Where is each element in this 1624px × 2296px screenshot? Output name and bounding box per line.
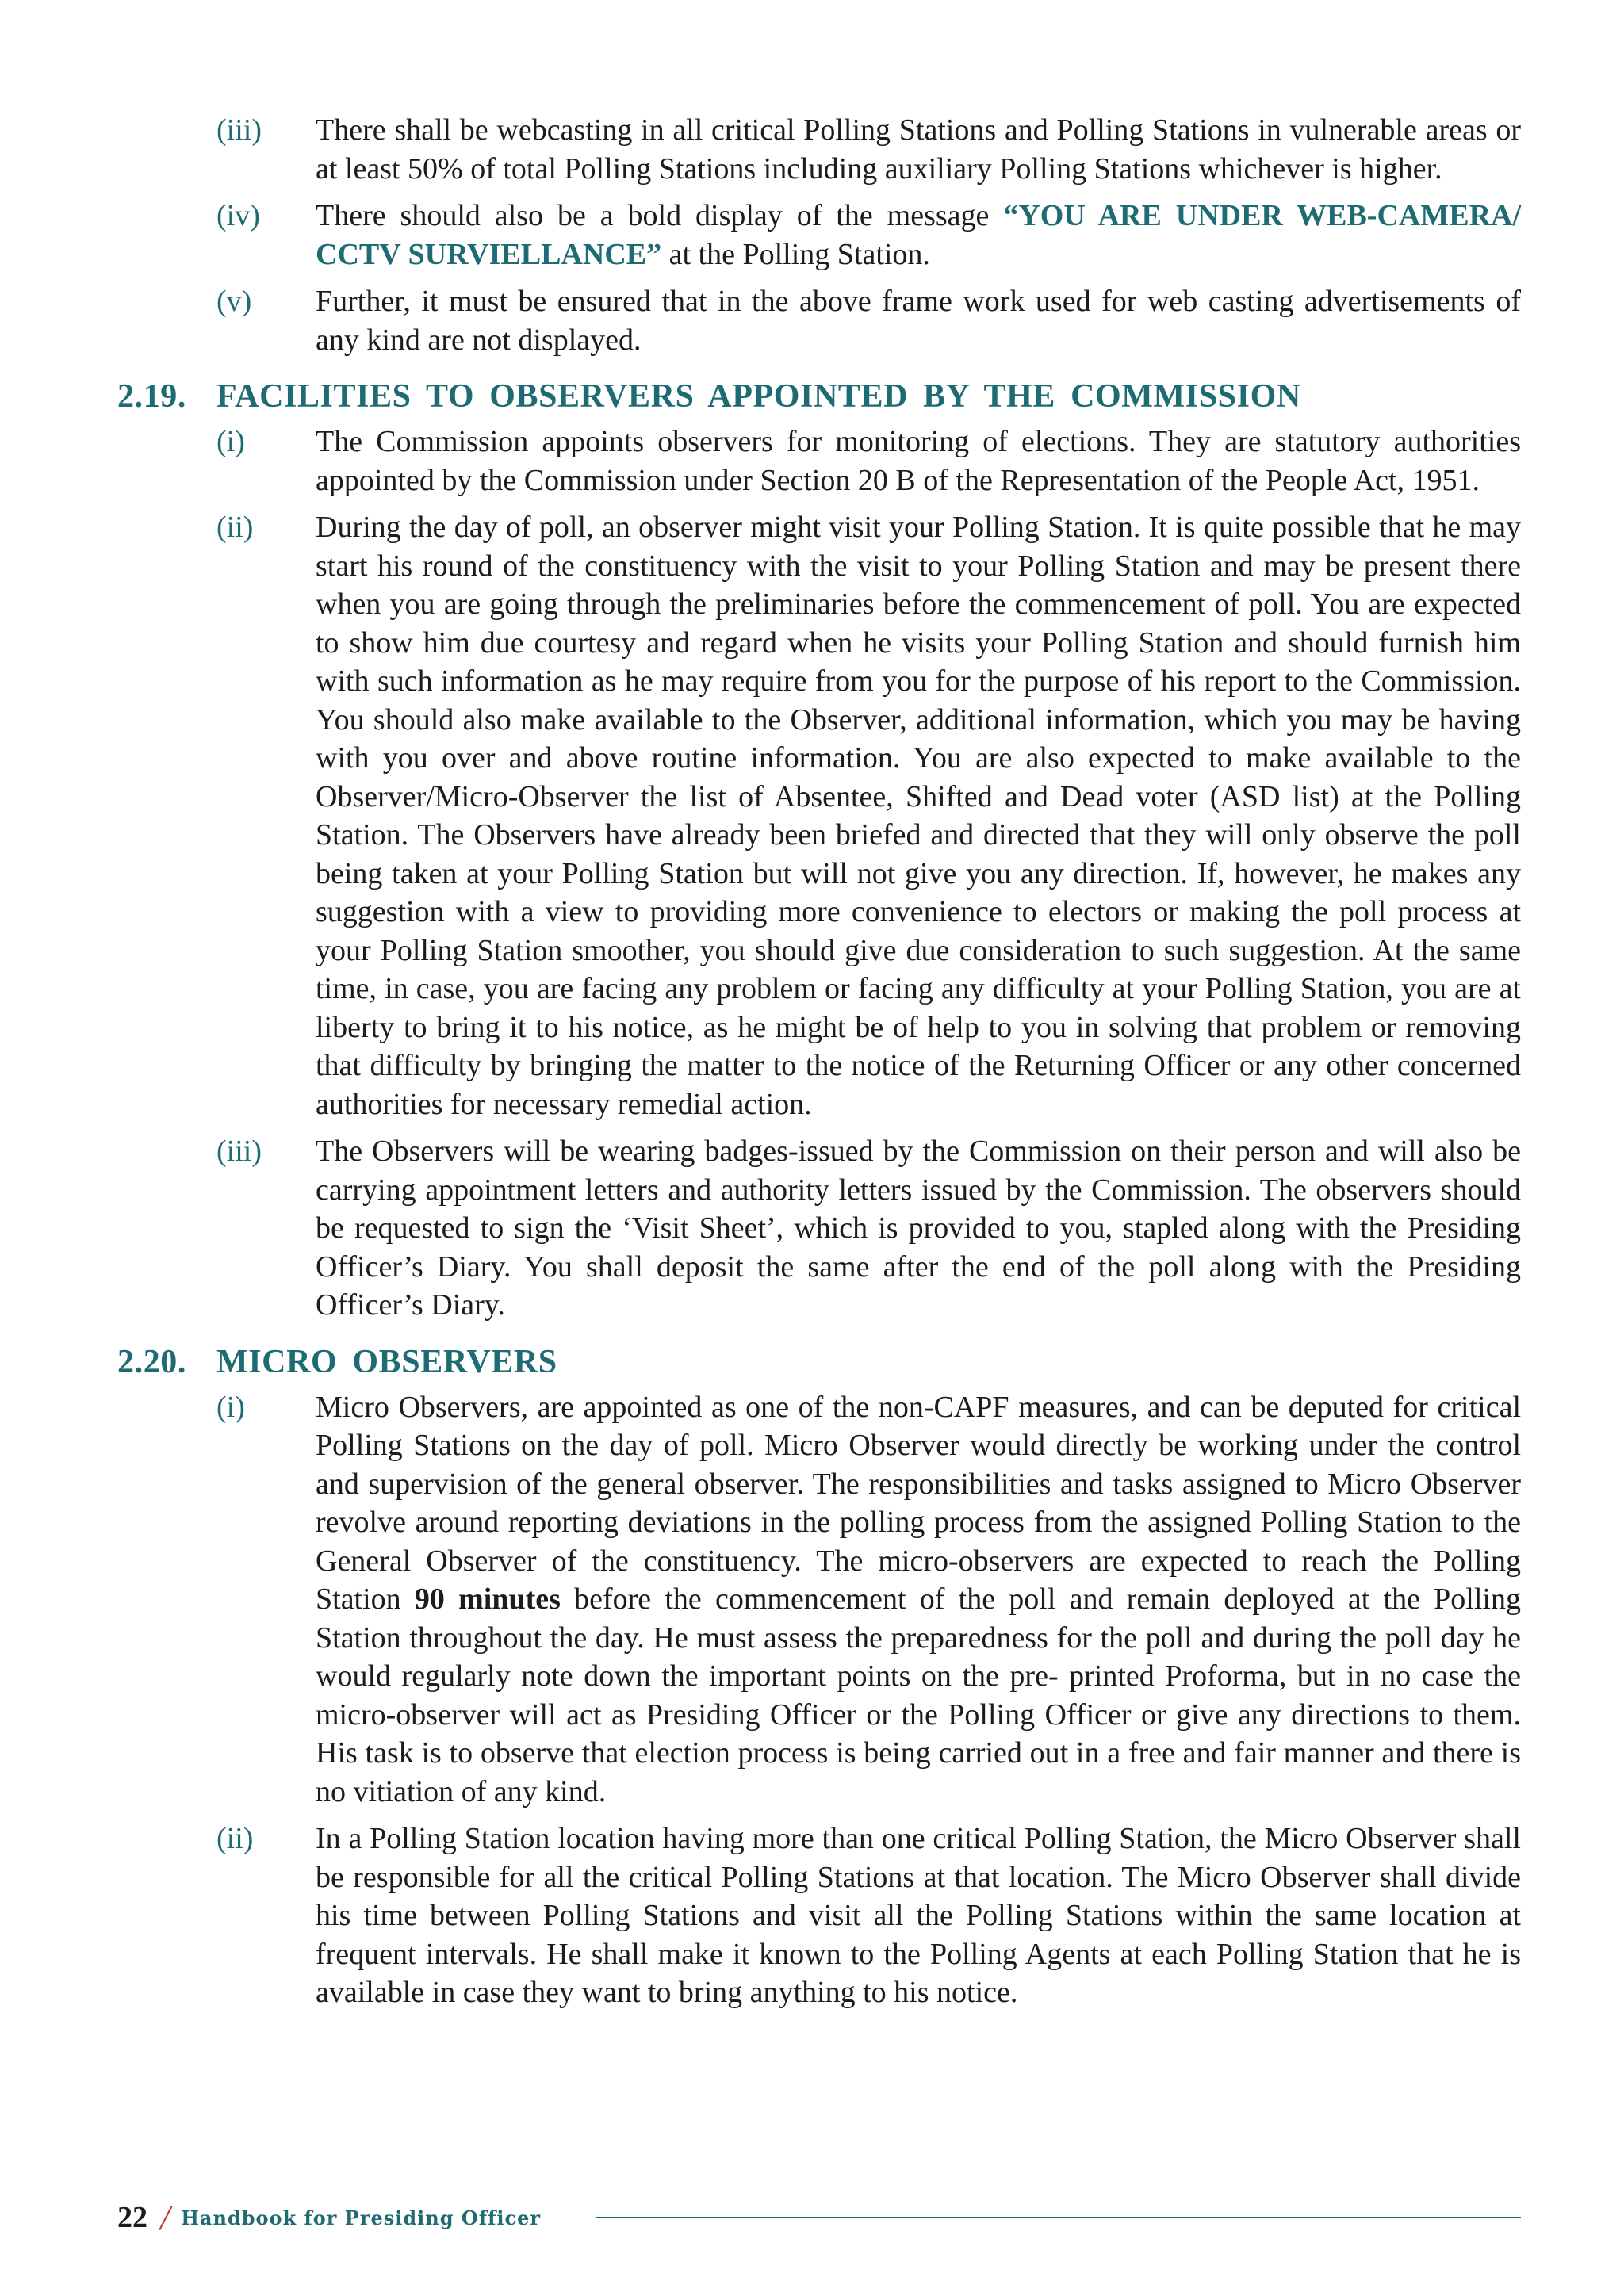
bold-text: 90 minutes	[414, 1582, 561, 1616]
item-text	[316, 1820, 1521, 2012]
section-heading-2-19	[117, 375, 1521, 418]
text-segment: The Commission appoints observers for monitoring of elections. They are statutory authorities appointed by the Commission under Section 20 B of the Representation of the People Act, 1951.	[316, 425, 1521, 497]
text-segment: Micro Observers, are appointed as one of the non-CAPF measures, and can be deputed for critical Polling Stations on the day of poll. Micro Observer would directly be working under the control and supervision of the general observer. The responsibilities and tasks assigned to Micro Observer revolve around reporting deviations in the polling process from the assigned Polling Station to the General Observer of the constituency. The micro-observers are expected to reach the Polling Station	[316, 1390, 1521, 1616]
footer-rule	[596, 2217, 1521, 2218]
micro-observers-list	[117, 1388, 1521, 2012]
text-segment: before the commencement of the poll and remain deployed at the Polling Station throughout the day. He must assess the preparedness for the poll and during the poll day he would regularly note down the important points on the pre- printed Proforma, but in no case the micro-observer will act as Presiding Officer or the Polling Officer or give any directions to them. His task is to observe that election process is being carried out in a free and fair manner and there is no vitiation of any kind.	[316, 1582, 1521, 1808]
item-text	[316, 197, 1521, 274]
list-item	[117, 423, 1521, 499]
item-text	[316, 111, 1521, 188]
list-item	[117, 111, 1521, 188]
section-number: 2.20.	[117, 1343, 186, 1380]
observers-list	[117, 423, 1521, 1325]
text-segment: There should also be a bold display of the message	[316, 199, 1004, 232]
footer-slash: /	[160, 2198, 170, 2237]
item-number: (i)	[216, 1390, 245, 1424]
list-item	[117, 282, 1521, 359]
section-number: 2.19.	[117, 378, 186, 415]
list-item	[117, 508, 1521, 1123]
item-number: (iv)	[216, 199, 260, 232]
text-segment: There shall be webcasting in all critical Polling Stations and Polling Stations in vulnerable areas or at least 50% of total Polling Stations including auxiliary Polling Stations whichever is higher.	[316, 113, 1521, 186]
list-item	[117, 1820, 1521, 2012]
text-segment: In a Polling Station location having more than one critical Polling Station, the Micro Observer shall be responsible for all the critical Polling Stations at that location. The Micro Observer shall divide his time between Polling Stations and visit all the Polling Stations within the same location at frequent intervals. He shall make it known to the Polling Agents at each Polling Station that he is available in case they want to bring anything to his notice.	[316, 1822, 1521, 2009]
text-segment: Further, it must be ensured that in the above frame work used for web casting advertisements of any kind are not displayed.	[316, 285, 1521, 357]
item-number: (i)	[216, 425, 245, 458]
footer-title: Handbook for Presiding Officer	[181, 2206, 542, 2229]
item-text	[316, 508, 1521, 1123]
text-segment: at the Polling Station.	[661, 237, 930, 271]
item-number: (v)	[216, 285, 252, 318]
item-number: (ii)	[216, 1822, 254, 1855]
item-number: (ii)	[216, 511, 254, 544]
section-title: MICRO OBSERVERS	[216, 1343, 557, 1380]
webcasting-list	[117, 111, 1521, 359]
item-text	[316, 282, 1521, 359]
section-heading-2-20	[117, 1341, 1521, 1383]
item-text	[316, 1132, 1521, 1325]
text-segment: During the day of poll, an observer might visit your Polling Station. It is quite possible that he may start his round of the constituency with the visit to your Polling Station and may be present there when you are going through the preliminaries before the commencement of poll. You are expected to show him due courtesy and regard when he visits your Polling Station and should furnish him with such information as he may require from you for the purpose of his report to the Commission. You should also make available to the Observer, additional information, which you may be having with you over and above routine information. You are also expected to make available to the Observer/Micro-Observer the list of Absentee, Shifted and Dead voter (ASD list) at the Polling Station. The Observers have already been briefed and directed that they will only observe the poll being taken at your Polling Station but will not give you any direction. If, however, he makes any suggestion with a view to providing more convenience to electors or making the poll process at your Polling Station smoother, you should give due consideration to such suggestion. At the same time, in case, you are facing any problem or facing any difficulty at your Polling Station, you are at liberty to bring it to his notice, as he might be of help to you in solving that problem or removing that difficulty by bringing the matter to the notice of the Returning Officer or any other concerned authorities for necessary remedial action.	[316, 511, 1521, 1121]
section-title: FACILITIES TO OBSERVERS APPOINTED BY THE COMMISSION	[216, 378, 1301, 415]
item-number: (iii)	[216, 1135, 262, 1168]
document-page	[117, 111, 1521, 2021]
list-item	[117, 1132, 1521, 1325]
list-item	[117, 1388, 1521, 1812]
item-text	[316, 1388, 1521, 1812]
highlighted-message: “YOU ARE UNDER WEB-CAMERA/ CCTV SURVIELLANCE”	[316, 199, 1522, 271]
item-number: (iii)	[216, 113, 262, 147]
item-text	[316, 423, 1521, 499]
text-segment: The Observers will be wearing badges-issued by the Commission on their person and will also be carrying appointment letters and authority letters issued by the Commission. The observers should be requested to sign the ‘Visit Sheet’, which is provided to you, stapled along with the Presiding Officer’s Diary. You shall deposit the same after the end of the poll along with the Presiding Officer’s Diary.	[316, 1135, 1521, 1322]
list-item	[117, 197, 1521, 274]
page-number: 22	[117, 2201, 147, 2234]
page-footer	[117, 2198, 1521, 2237]
